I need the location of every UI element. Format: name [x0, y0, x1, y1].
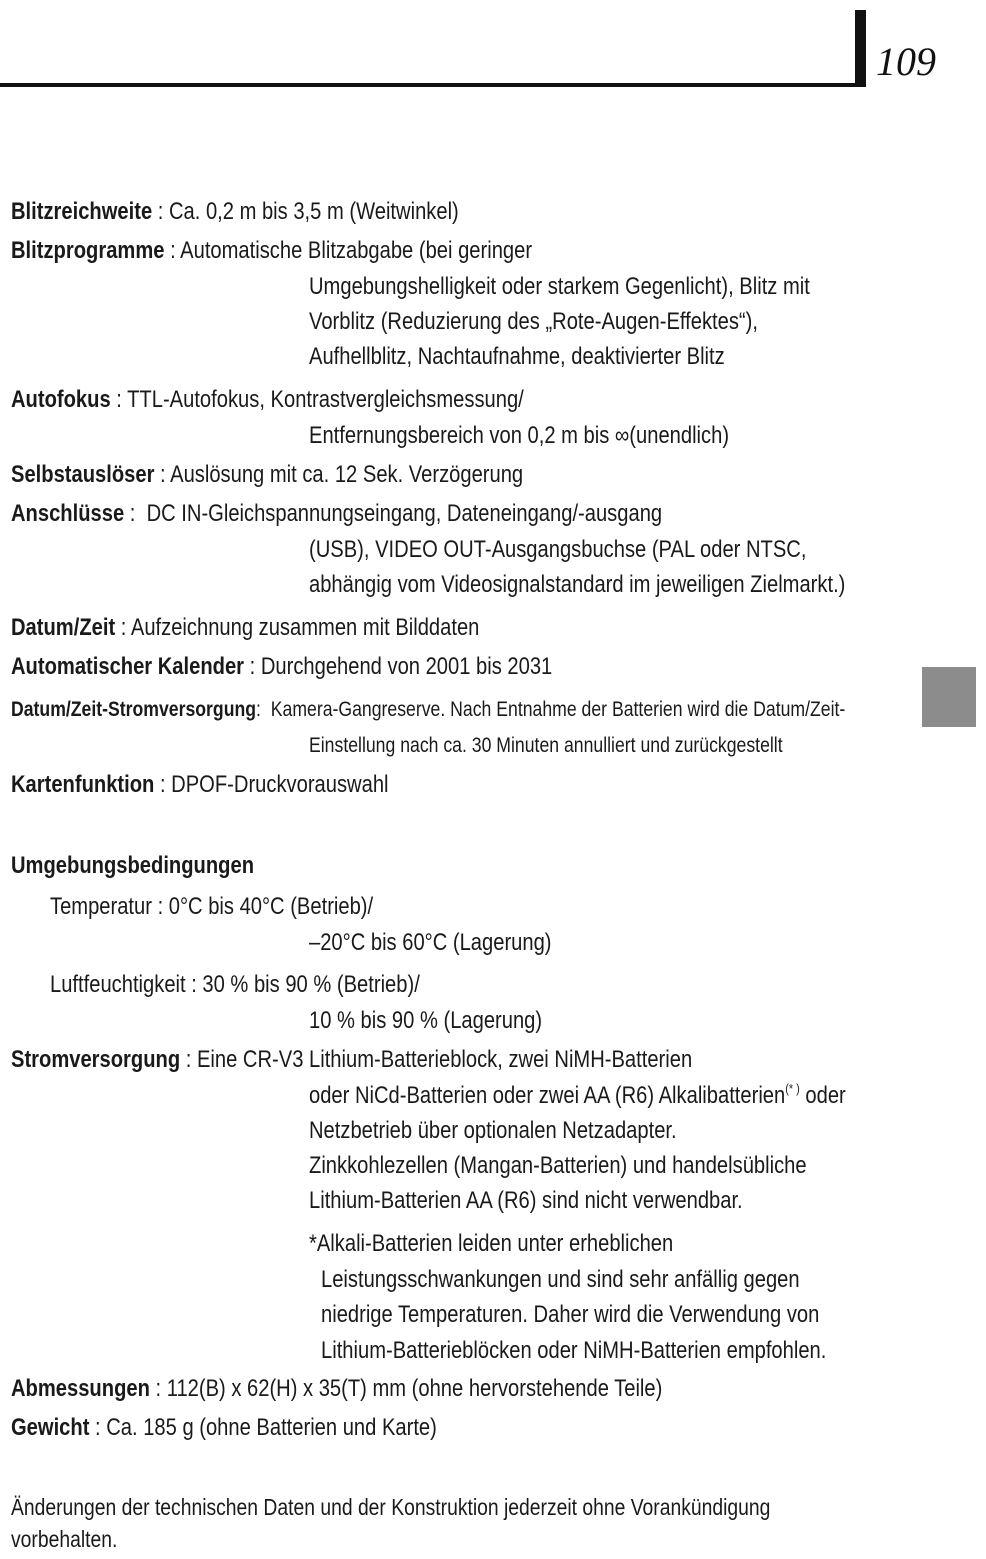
spec-sep: : [124, 500, 147, 527]
spec-value: DPOF-Druckvorauswahl [171, 771, 389, 798]
spec-continuation: abhängig vom Videosignalstandard im jeweiligen Zielmarkt.) [309, 571, 846, 598]
spec-sep: : [256, 698, 271, 721]
spec-datum-zeit [11, 613, 479, 643]
env-temperatur: Temperatur : 0°C bis 40°C (Betrieb)/ [50, 893, 374, 920]
spec-value: Auslösung mit ca. 12 Sek. Verzögerung [170, 461, 524, 488]
footnote-marker: (* ) [785, 1081, 800, 1096]
spec-continuation: Aufhellblitz, Nachtaufnahme, deaktivierter Blitz [309, 343, 725, 370]
spec-gewicht [11, 1413, 437, 1443]
power-note: *Alkali-Batterien leiden unter erheblichen [309, 1230, 674, 1257]
spec-label: Gewicht [11, 1414, 90, 1441]
spec-continuation: Umgebungshelligkeit oder starkem Gegenlicht), Blitz mit [309, 273, 810, 300]
spec-sep: : [154, 461, 171, 488]
spec-continuation: Netzbetrieb über optionalen Netzadapter. [309, 1117, 677, 1144]
heading-text: Umgebungsbedingungen [11, 852, 255, 879]
spec-datum-stromversorgung [11, 695, 845, 725]
spec-value: oder [799, 1082, 846, 1109]
spec-label: Abmessungen [11, 1375, 150, 1402]
spec-selbstausloeser [11, 460, 523, 490]
spec-sep: : [152, 198, 169, 225]
spec-value: Aufzeichnung zusammen mit Bilddaten [130, 614, 480, 641]
spec-autofokus [11, 385, 524, 415]
spec-sep: : [180, 1046, 197, 1073]
spec-value: Ca. 0,2 m bis 3,5 m (Weitwinkel) [168, 198, 459, 225]
spec-sep: : [164, 237, 181, 264]
power-note: niedrige Temperaturen. Daher wird die Verwendung von [321, 1301, 820, 1328]
page-number: 109 [876, 39, 936, 84]
spec-sep: : [89, 1414, 107, 1441]
spec-continuation: (USB), VIDEO OUT-Ausgangsbuchse (PAL oder NTSC, [309, 536, 807, 563]
spec-label: Autofokus [11, 386, 111, 413]
spec-blitzprogramme [11, 236, 532, 266]
spec-sep: : [115, 614, 131, 641]
section-heading-umgebung [11, 851, 254, 881]
spec-label: Datum/Zeit [11, 614, 116, 641]
spec-value: DC IN-Gleichspannungseingang, Dateneingang/-ausgang [146, 500, 663, 527]
spec-stromversorgung [11, 1045, 692, 1075]
footer-note: vorbehalten. [11, 1526, 118, 1552]
spec-sep: : [149, 1375, 167, 1402]
spec-kartenfunktion [11, 770, 389, 800]
spec-label: Datum/Zeit-Stromversorgung [11, 698, 257, 721]
power-note: Leistungsschwankungen und sind sehr anfällig gegen [321, 1266, 800, 1293]
section-tab-marker [922, 667, 976, 727]
spec-value: 112(B) x 62(H) x 35(T) mm (ohne hervorstehende Teile) [166, 1375, 663, 1402]
spec-value: Durchgehend von 2001 bis 2031 [260, 653, 553, 680]
spec-anschluesse [11, 499, 662, 529]
spec-continuation: Vorblitz (Reduzierung des „Rote-Augen-Effektes“), [309, 308, 758, 335]
spec-label: Automatischer Kalender [11, 653, 245, 680]
spec-value: Automatische Blitzabgabe (bei geringer [180, 237, 533, 264]
spec-sep: : [110, 386, 128, 413]
header-bar [855, 10, 866, 87]
env-luftfeuchtigkeit: Luftfeuchtigkeit : 30 % bis 90 % (Betrieb)/ [50, 971, 420, 998]
spec-label: Selbstauslöser [11, 461, 155, 488]
spec-value: Eine CR-V3 Lithium-Batterieblock, zwei NiMH-Batterien [196, 1046, 693, 1073]
spec-continuation: Einstellung nach ca. 30 Minuten annulliert und zurückgestellt [309, 734, 783, 757]
spec-value: Ca. 185 g (ohne Batterien und Karte) [106, 1414, 437, 1441]
spec-label: Anschlüsse [11, 500, 125, 527]
spec-kalender [11, 652, 552, 682]
spec-blitzreichweite [11, 197, 459, 227]
spec-label: Blitzprogramme [11, 237, 165, 264]
spec-continuation: 10 % bis 90 % (Lagerung) [309, 1007, 543, 1034]
header-rule [0, 83, 866, 87]
spec-value: Kamera-Gangreserve. Nach Entnahme der Batterien wird die Datum/Zeit- [270, 698, 846, 721]
power-note: Lithium-Batterieblöcken oder NiMH-Batterien empfohlen. [321, 1337, 827, 1364]
spec-label: Blitzreichweite [11, 198, 153, 225]
spec-sep: : [154, 771, 172, 798]
spec-value: oder NiCd-Batterien oder zwei AA (R6) Alkalibatterien [309, 1082, 786, 1109]
spec-label: Stromversorgung [11, 1046, 181, 1073]
spec-continuation: Lithium-Batterien AA (R6) sind nicht verwendbar. [309, 1187, 743, 1214]
spec-sep: : [244, 653, 261, 680]
spec-continuation: Entfernungsbereich von 0,2 m bis ∞(unendlich) [309, 422, 730, 449]
spec-label: Kartenfunktion [11, 771, 155, 798]
footer-note: Änderungen der technischen Daten und der Konstruktion jederzeit ohne Vorankündigung [11, 1494, 771, 1520]
spec-value: TTL-Autofokus, Kontrastvergleichsmessung/ [127, 386, 524, 413]
spec-continuation [309, 1081, 846, 1111]
spec-continuation: –20°C bis 60°C (Lagerung) [309, 929, 552, 956]
spec-abmessungen [11, 1374, 662, 1404]
spec-continuation: Zinkkohlezellen (Mangan-Batterien) und handelsübliche [309, 1152, 807, 1179]
